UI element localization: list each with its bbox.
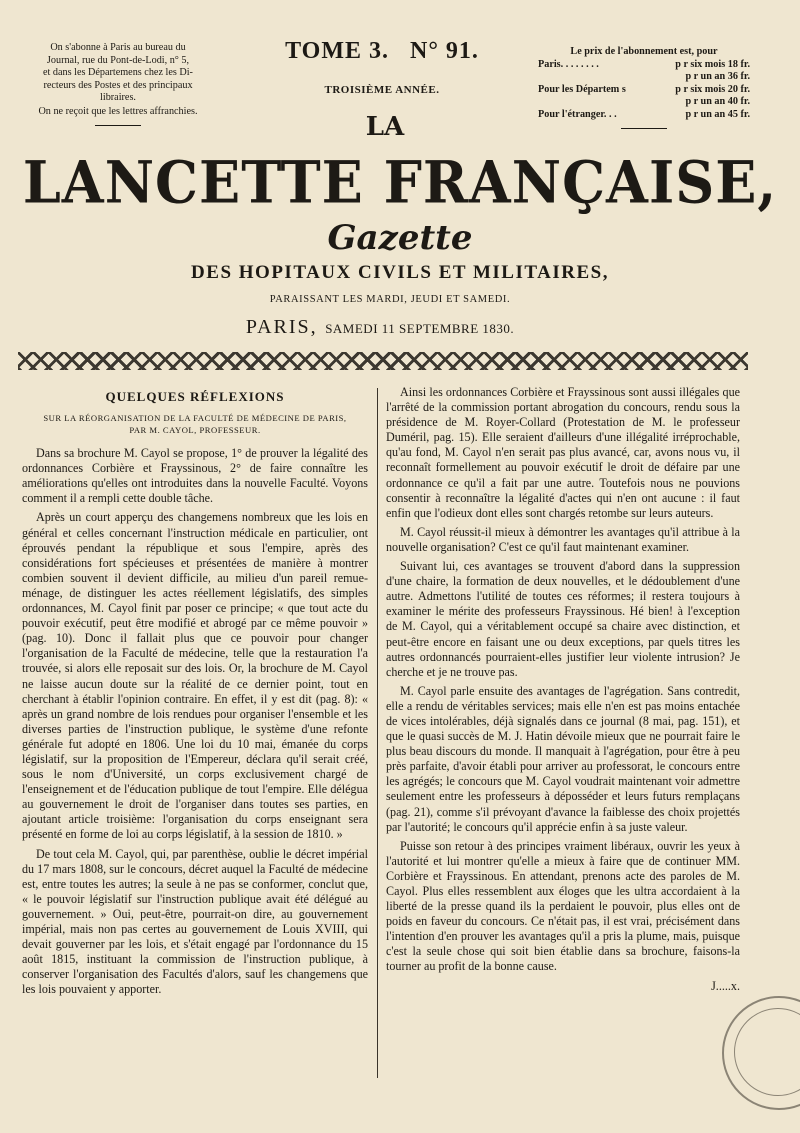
subscription-line: et dans les Départemens chez les Di- (43, 67, 193, 79)
price-region (538, 71, 685, 84)
masthead-subtitle: DES HOPITAUX CIVILS ET MILITAIRES, (191, 262, 609, 283)
library-stamp (722, 996, 800, 1110)
article-paragraph: Dans sa brochure M. Cayol se propose, 1° de prouver la légalité des ordonnances Corbière et Frayssinous, 2° de faire connaître les améliorations qu'elles ont introduites dans la nouvelle Faculté. Voyons comment il a rempli cette double tâche. (22, 446, 368, 506)
price-row (538, 84, 750, 97)
masthead-article: LA (365, 112, 405, 142)
subscription-line: Journal, rue du Pont-de-Lodi, n° 5, (46, 54, 190, 66)
price-row (538, 96, 750, 109)
article-signature: J.....x. (711, 978, 740, 993)
price-row (538, 71, 750, 84)
subscription-line: libraires. (100, 92, 136, 104)
price-table (538, 46, 750, 129)
ornamental-border (18, 352, 748, 370)
divider-rule (621, 128, 667, 129)
price-term: p r six mois (675, 58, 726, 70)
issue-number (272, 38, 492, 65)
price-amount: 36 fr. (727, 71, 750, 83)
number-label: N° 91. (409, 38, 479, 64)
column-divider (377, 388, 378, 1078)
article-paragraph: Ainsi les ordonnances Corbière et Frayssinous sont aussi illégales que l'arrêté de la commission portant abrogation du concours, rendu sous la présidence de M. Royer-Collard (Protestation de M. le professeur Duméril, pag. 15). Elle seraient d'ailleurs d'une illégalité irréprochable, qu'au fond, M. Cayol n'en serait pas plus avancé, car, avons nous vu, il reconnaît formellement au pouvoir exécutif le droit de défaire par une ordonnance ce qu'il a fait par une autre. Toutefois nous ne pouvions consentir à reconnaître la légalité d'actes qui n'en ont aucune : il faut enfin que l'odieux dont elles sont chargés retombe sur leurs auteurs. (386, 385, 740, 520)
price-term: p r un an (685, 71, 726, 83)
price-amount: 20 fr. (727, 83, 750, 95)
article-paragraph: Après un court apperçu des changemens nombreux que les lois en général et celles concernant l'instruction médicale en particulier, ont éprouvés pendant la république et sous l'empire, après des considérations fort spécieuses et présentées de manière à montrer combien souvent il devient difficile, au milieu d'un pareil remue-ménage, de distinguer les actes réellement législatifs, des simples ordonnances, M. Cayol finit par poser ce principe; « que tout acte du pouvoir exécutif, peut être modifié et abrogé par ce même pouvoir » (pag. 10). Donc il fallait plus que ce pouvoir pour changer l'organisation de la Faculté de médecine, telle que la restauration l'a trouvée, si alors elle reposait sur des lois. Or, la brochure de M. Cayol ne laisse aucun doute sur la réalité de ce dernier point, tout en cherchant à établir l'opinion contraire. En effet, il y est dit (pag. 8): « après un grand nombre de lois rendues pour organiser l'ensemble et les diverses parties de l'instruction publique, le système d'une refonte générale fut adopté en 1806. Une loi du 10 mai, émanée du corps législatif, sur la proposition de l'Empereur, déclara qu'il serait créé, sous le nom d'Université, un corps exclusivement chargé de l'enseignement et de l'éducation publique de tout l'empire. Elle délégua au gouvernement le droit de l'organiser dans toutes ses parties, en ajoutant article troisième: l'organisation du corps enseignant sera présenté en forme de loi au corps législatif, à la session de 1810. » (22, 510, 368, 842)
dateline (160, 316, 600, 339)
subscription-line: recteurs des Postes et des principaux (43, 79, 193, 91)
article-title: QUELQUES RÉFLEXIONS (105, 389, 285, 404)
subscription-line: On s'abonne à Paris au bureau du (50, 42, 186, 53)
price-term: p r un an (685, 96, 726, 108)
article-paragraph: De tout cela M. Cayol, qui, par parenthèse, oublie le décret impérial du 17 mars 1808, sur le concours, décret auquel la Faculté de médecine est, entre toutes les autres; la seule à ne pas se conformer, conclut que, « le pouvoir législatif sur l'instruction publique avait été délégué au gouvernement. » Oui, peut-être, pourrait-on dire, au gouvernement impérial, mais non pas certes au gouvernement de Louis XVIII, qui devait gouverner par les lois, et s'était engagé par l'ordonnance du 15 août 1815, instituant la commission de l'instruction publique, à conserver l'organisation des Facultés d'alors, sauf les changemens que les lois pouvaient y apporter. (22, 846, 368, 997)
article-column-left (22, 385, 368, 1001)
article-paragraph: Suivant lui, ces avantages se trouvent d'abord dans la suppression d'une chaire, la formation de deux nouvelles, et le dédoublement d'une autre. Admettons l'utilité de toutes ces réformes; il restera toujours à examiner le mérite des professeurs Frayssinous. Hé bien! à l'exception de M. Cayol, qui a véritablement occupé sa chaire avec distinction, et peut-être encore en faisant une ou deux exceptions, par quels titres les autres ordonnancés pourraient-elles justifier leur violente intrusion? Je cherche et je ne trouve pas. (386, 559, 740, 679)
article-subtitle-line: SUR LA RÉORGANISATION DE LA FACULTÉ DE MÉDECINE DE PARIS, (43, 413, 347, 424)
tome-label: TOME 3. (285, 38, 389, 64)
article-subtitle (22, 412, 368, 436)
price-region: Paris. . . . . . . . (538, 58, 599, 70)
price-region: Pour les Départem s (538, 83, 626, 95)
article-paragraph: Puisse son retour à des principes vraiment libéraux, ouvrir les yeux à l'autorité et lui montrer qu'elle a mieux à faire que de continuer MM. Corbière et Frayssinous. En attendant, prenons acte des paroles de M. Cayol. Plus elles ressemblent aux éloges que les ultra accordaient à la liberté de la presse quand ils la perdaient le pouvoir, plus elles ont de poids en faveur du concours. Ce n'était pas, il est vrai, précisément dans l'intention d'en prouver les avantages qu'il a pris la plume, mais, puisque c'est la seule chose qui soit bien établie dans sa brochure, faisons-la tourner au profit de la bonne cause. (386, 838, 740, 974)
publication-schedule: PARAISSANT LES MARDI, JEUDI ET SAMEDI. (269, 294, 511, 305)
stamp-inner-ring (734, 1008, 800, 1096)
letters-note: On ne reçoit que les lettres affranchies. (38, 105, 198, 117)
divider-rule (95, 125, 141, 126)
price-amount: 45 fr. (727, 108, 750, 120)
masthead-title: LANCETTE FRANÇAISE, (22, 147, 778, 217)
price-row (538, 59, 750, 72)
price-heading: Le prix de l'abonnement est, pour (570, 46, 718, 57)
article-paragraph: M. Cayol réussit-il mieux à démontrer les avantages qu'il attribue à la nouvelle organisation? C'est ce qu'il faut maintenant examiner. (386, 524, 740, 554)
price-amount: 18 fr. (727, 58, 750, 70)
price-region: Pour l'étranger. . . (538, 108, 617, 120)
dateline-date: SAMEDI 11 SEPTEMBRE 1830. (325, 321, 515, 336)
dateline-city: PARIS, (245, 316, 318, 338)
price-row (538, 109, 750, 122)
article-byline: PAR M. CAYOL, PROFESSEUR. (129, 425, 261, 436)
year-label: TROISIÈME ANNÉE. (324, 84, 440, 96)
subscription-notice (18, 42, 218, 126)
price-term: p r un an (685, 108, 726, 120)
gazette-title: Gazette (327, 218, 473, 258)
price-amount: 40 fr. (727, 96, 750, 108)
article-column-right (386, 385, 740, 994)
price-region (538, 96, 685, 109)
price-term: p r six mois (675, 83, 726, 95)
article-paragraph: M. Cayol parle ensuite des avantages de l'agrégation. Sans contredit, elle a rendu de véritables services; mais elle n'en est pas moins entachée de vices intolérables, déjà signalés dans ce journal (8 mai, pag. 151), et que le quasi succès de M. J. Hatin dévoile mieux que ne pourrait faire le plus beau discours du monde. Il manquait à l'agrégation, pour être à peu près parfaite, d'avoir établi pour arriver au professorat, le concours entre les agrégés; le concours que M. Cayol voudrait maintenant voir admettre seulement entre les professeurs à déposséder et leurs futurs remplaçans (pag. 21), comme s'il prévoyant d'avance la faiblesse des choix projettés par l'autorité; le concours qu'il apprécie enfin à sa juste valeur. (386, 683, 740, 834)
